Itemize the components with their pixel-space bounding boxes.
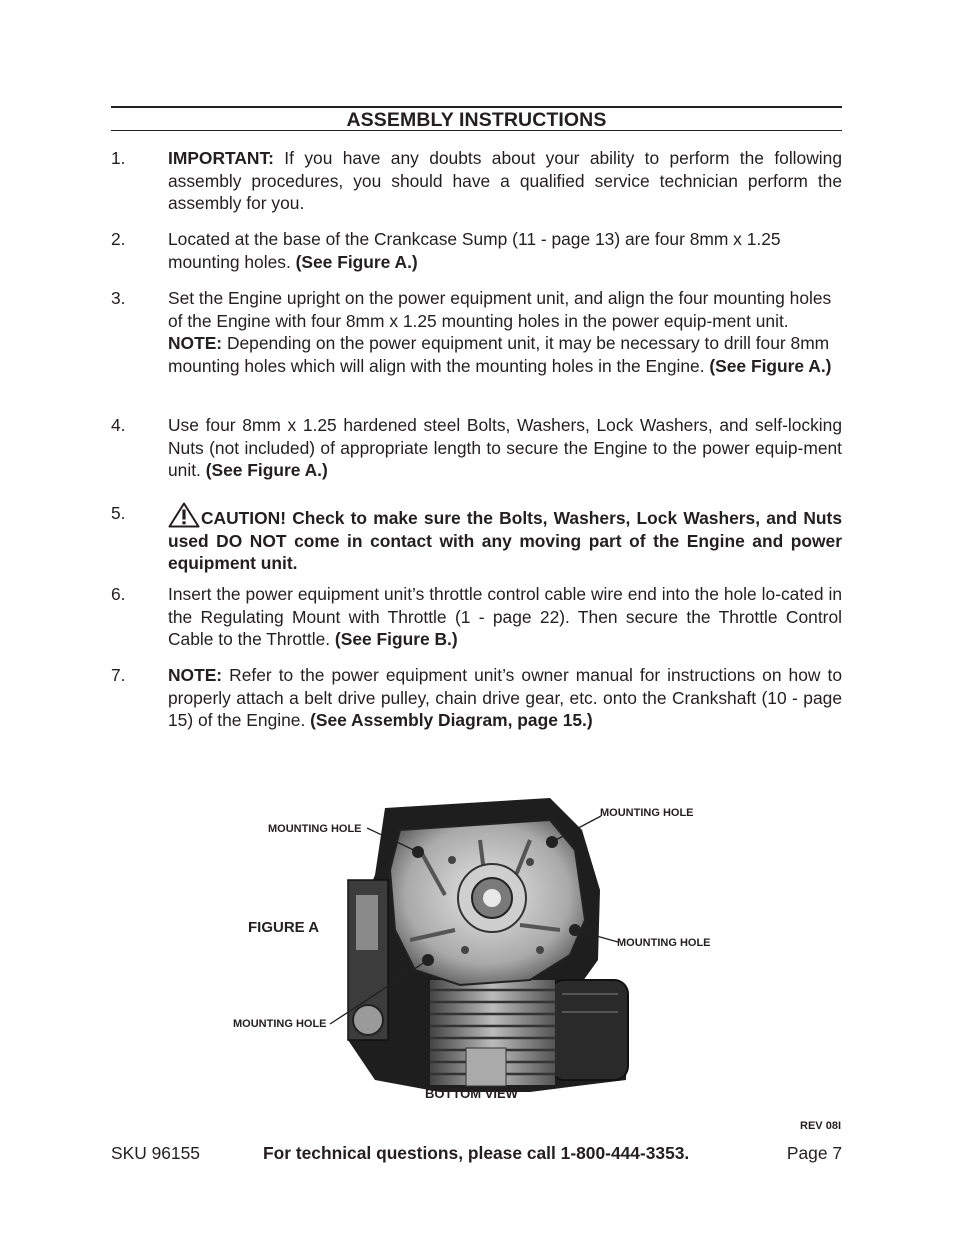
mounting-hole-label-upper-left: MOUNTING HOLE [268, 823, 362, 835]
item-text [168, 583, 842, 651]
footer-tech-support: For technical questions, please call 1-800-444-3353. [263, 1143, 690, 1163]
item-text [168, 664, 842, 732]
item-text [168, 502, 842, 575]
item-note-label: NOTE: [168, 333, 223, 354]
item-text [168, 287, 842, 377]
instruction-item-4 [111, 414, 842, 482]
figure-a [230, 780, 730, 1110]
item-number: 6. [111, 584, 126, 604]
item-figure-ref: (See Figure B.) [334, 629, 458, 650]
item-body: Use four 8mm x 1.25 hardened steel Bolts, Washers, Lock Washers, and self-locking Nuts (not included) of appropriate length to secure the Engine to the power equip-ment unit. [168, 415, 842, 481]
instruction-item-6 [111, 583, 842, 651]
item-diagram-ref: (See Assembly Diagram, page 15.) [310, 710, 593, 731]
item-number: 3. [111, 288, 126, 308]
item-figure-ref: (See Figure A.) [295, 251, 418, 272]
instruction-item-3 [111, 287, 842, 377]
mounting-hole-label-upper-right: MOUNTING HOLE [600, 807, 694, 819]
instruction-item-7 [111, 664, 842, 732]
item-body: Located at the base of the Crankcase Sump (11 - page 13) are four 8mm x 1.25 mounting holes. [168, 229, 781, 272]
item-number: 5. [111, 503, 126, 523]
instruction-item-2 [111, 228, 842, 273]
heading-underline [111, 130, 842, 131]
item-number: 4. [111, 415, 126, 435]
caution-text: CAUTION! Check to make sure the Bolts, Washers, Lock Washers, and Nuts used DO NOT come in contact with any moving part of the Engine and power equipment unit. [168, 508, 842, 574]
item-number: 7. [111, 665, 126, 685]
mounting-hole-label-right: MOUNTING HOLE [617, 937, 711, 949]
item-body: Refer to the power equipment unit’s owner manual for instructions on how to properly attach a belt drive pulley, chain drive gear, etc. onto the Crankshaft (10 - page 15) of the Engine. [168, 665, 842, 731]
item-number: 1. [111, 148, 126, 168]
instruction-item-1 [111, 147, 842, 215]
section-heading: ASSEMBLY INSTRUCTIONS [346, 109, 607, 131]
item-figure-ref: (See Figure A.) [709, 355, 832, 376]
item-text [168, 228, 842, 273]
instruction-item-5 [111, 502, 842, 575]
figure-title: FIGURE A [248, 919, 320, 936]
mounting-hole-label-lower-left: MOUNTING HOLE [233, 1018, 327, 1030]
footer-page-number: Page 7 [786, 1143, 842, 1163]
item-body-continued: Depending on the power equipment unit, it may be necessary to drill four 8mm mounting holes which will align with the mounting holes in the Engine. [168, 333, 830, 376]
figure-caption: BOTTOM VIEW [425, 1086, 518, 1101]
warning-triangle-icon [168, 502, 200, 528]
item-figure-ref: (See Figure A.) [205, 460, 328, 481]
item-bold-lead: IMPORTANT: [168, 148, 274, 168]
top-rule [111, 106, 842, 108]
revision-code: REV 08I [800, 1120, 841, 1132]
item-bold-lead: NOTE: [168, 665, 223, 685]
item-body: Set the Engine upright on the power equipment unit, and align the four mounting holes of the Engine with four 8mm x 1.25 mounting holes in the power equip-ment unit. [168, 288, 832, 331]
item-text [168, 147, 842, 215]
item-text [168, 414, 842, 482]
item-number: 2. [111, 229, 126, 249]
footer-sku: SKU 96155 [111, 1143, 200, 1163]
item-body: If you have any doubts about your ability to perform the following assembly procedures, you should have a qualified service technician perform the assembly for you. [168, 148, 842, 214]
item-body: Insert the power equipment unit’s throttle control cable wire end into the hole lo-cated in the Regulating Mount with Throttle (1 - page 22). Then secure the Throttle Control Cable to the Throttle. [168, 584, 842, 650]
